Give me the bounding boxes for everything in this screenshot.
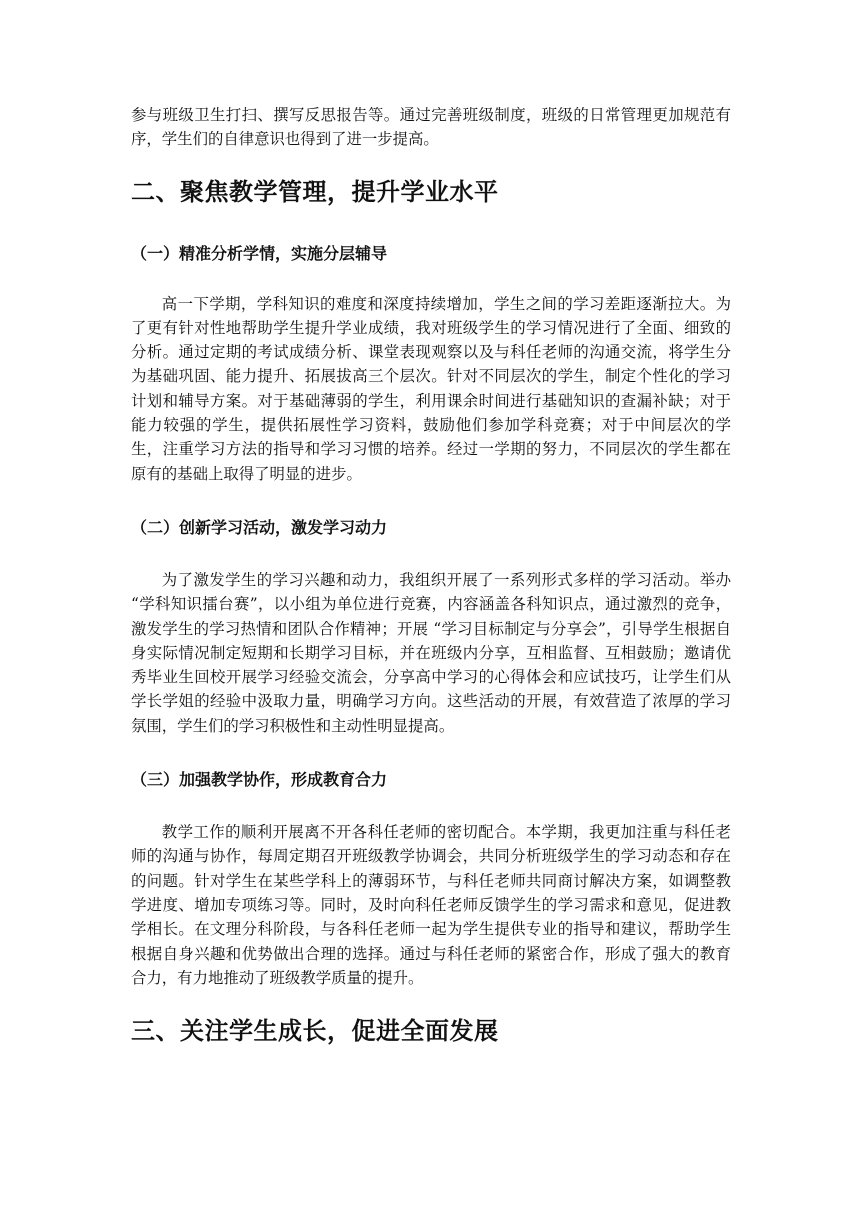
subsection-3-heading: （三）加强教学协作，形成教育合力: [131, 770, 388, 790]
section-3-heading: 三、关注学生成长，促进全面发展: [131, 1017, 499, 1046]
subsection-3-paragraph: 教学工作的顺利开展离不开各科任老师的密切配合。本学期，我更加注重与科任老师的沟通与协作，每周定期召开班级教学协调会，共同分析班级学生的学习动态和存在的问题。针对学生在某些学科上的薄弱环节，与科任老师共同商讨解决方案，如调整教学进度、增加专项练习等。同时，及时向科任老师反馈学生的学习需求和意见，促进教学相长。在文理分科阶段，与各科任老师一起为学生提供专业的指导和建议，帮助学生根据自身兴趣和优势做出合理的选择。通过与科任老师的紧密合作，形成了强大的教育合力，有力地推动了班级教学质量的提升。: [131, 823, 731, 987]
subsection-1-heading: （一）精准分析学情，实施分层辅导: [131, 243, 388, 263]
subsection-1-paragraph: 高一下学期，学科知识的难度和深度持续增加，学生之间的学习差距逐渐拉大。为了更有针对性地帮助学生提升学业成绩，我对班级学生的学习情况进行了全面、细致的分析。通过定期的考试成绩分析、课堂表现观察以及与科任老师的沟通交流，将学生分为基础巩固、能力提升、拓展拔高三个层次。针对不同层次的学生，制定个性化的学习计划和辅导方案。对于基础薄弱的学生，利用课余时间进行基础知识的查漏补缺；对于能力较强的学生，提供拓展性学习资料，鼓励他们参加学科竞赛；对于中间层次的学生，注重学习方法的指导和学习习惯的培养。经过一学期的努力，不同层次的学生都在原有的基础上取得了明显的进步。: [131, 294, 731, 483]
section-2-heading: 二、聚焦教学管理，提升学业水平: [131, 177, 499, 206]
subsection-2-heading: （二）创新学习活动，激发学习动力: [131, 517, 388, 537]
subsection-2-paragraph: 为了激发学生的学习兴趣和动力，我组织开展了一系列形式多样的学习活动。举办 “学科知识擂台赛”，以小组为单位进行竞赛，内容涵盖各科知识点，通过激烈的竞争，激发学生的学习热情和团队合作精神；开展 “学习目标制定与分享会”，引导学生根据自身实际情况制定短期和长期学习目标，并在班级内分享，互相监督、互相鼓励；邀请优秀毕业生回校开展学习经验交流会，分享高中学习的心得体会和应试技巧，让学生们从学长学姐的经验中汲取力量，明确学习方向。这些活动的开展，有效营造了浓厚的学习氛围，学生们的学习积极性和主动性明显提高。: [131, 570, 731, 735]
document-page: [131, 103, 731, 1048]
intro-paragraph: 参与班级卫生打扫、撰写反思报告等。通过完善班级制度，班级的日常管理更加规范有序，学生们的自律意识也得到了进一步提高。: [131, 106, 731, 149]
